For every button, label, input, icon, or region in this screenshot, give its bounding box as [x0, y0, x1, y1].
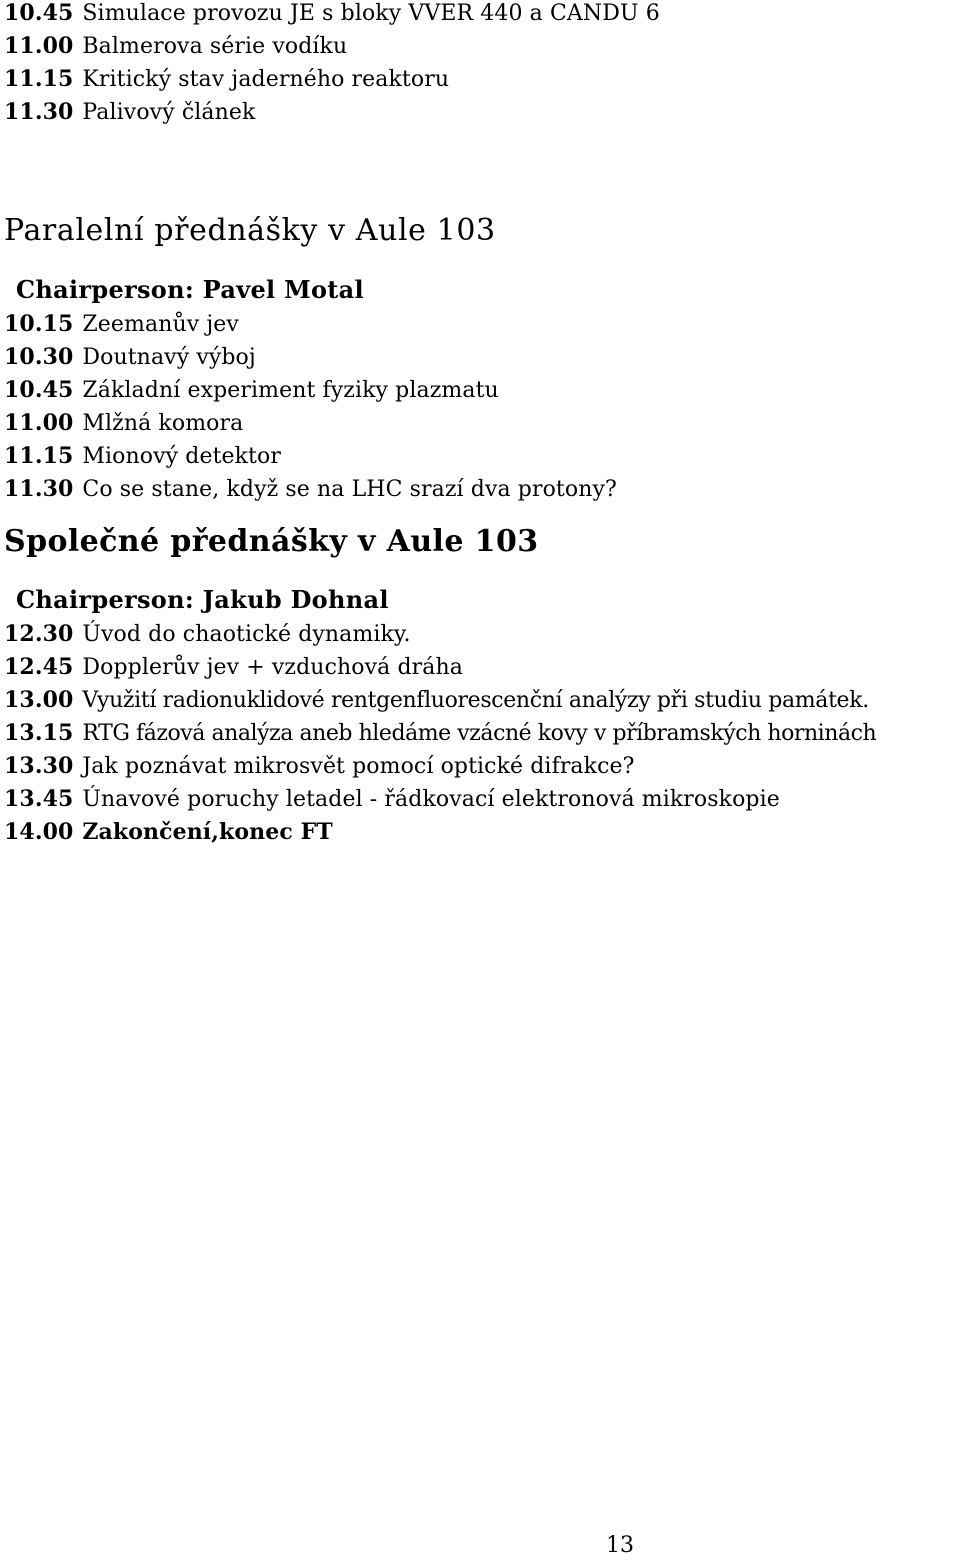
item-title: Kritický stav jaderného reaktoru — [82, 67, 450, 92]
schedule-item — [4, 65, 449, 94]
item-title: Základní experiment fyziky plazmatu — [82, 378, 499, 403]
item-title: Zeemanův jev — [82, 312, 239, 337]
item-time: 12.30 — [4, 621, 74, 647]
item-time: 11.30 — [4, 476, 74, 502]
item-time: 10.30 — [4, 344, 74, 370]
schedule-item — [4, 0, 660, 28]
item-title: Jak poznávat mikrosvět pomocí optické difrakce? — [82, 754, 635, 779]
schedule-item — [4, 653, 463, 682]
item-title: Dopplerův jev + vzduchová dráha — [82, 655, 463, 680]
item-title: Mlžná komora — [82, 411, 244, 436]
schedule-item — [4, 475, 617, 504]
item-time: 13.45 — [4, 786, 74, 812]
item-time: 11.00 — [4, 33, 74, 59]
item-time: 10.45 — [4, 377, 74, 403]
schedule-item — [4, 343, 256, 372]
item-title: Balmerova série vodíku — [82, 34, 348, 59]
item-title: Zakončení,konec FT — [82, 819, 333, 845]
item-time: 13.00 — [4, 687, 74, 713]
item-title: Únavové poruchy letadel - řádkovací elektronová mikroskopie — [82, 787, 780, 812]
schedule-item — [4, 686, 869, 715]
item-time: 11.30 — [4, 99, 74, 125]
schedule-item — [4, 620, 411, 649]
schedule-item — [4, 818, 333, 847]
schedule-item — [4, 719, 876, 748]
item-time: 11.15 — [4, 66, 74, 92]
item-title: Palivový článek — [82, 100, 256, 125]
item-time: 13.15 — [4, 720, 74, 746]
item-time: 10.15 — [4, 311, 74, 337]
item-time: 10.45 — [4, 0, 74, 26]
item-time: 12.45 — [4, 654, 74, 680]
schedule-item — [4, 442, 281, 471]
schedule-item — [4, 98, 255, 127]
item-time: 11.00 — [4, 410, 74, 436]
schedule-item — [4, 409, 243, 438]
section-heading-joint: Společné přednášky v Aule 103 — [4, 524, 539, 559]
schedule-item — [4, 752, 635, 781]
item-title: Úvod do chaotické dynamiky. — [82, 622, 411, 647]
chairperson-parallel: Chairperson: Pavel Motal — [16, 275, 364, 304]
schedule-item — [4, 32, 347, 61]
schedule-item — [4, 310, 239, 339]
item-title: Mionový detektor — [82, 444, 281, 469]
item-title: RTG fázová analýza aneb hledáme vzácné kovy v příbramských horninách — [82, 721, 877, 746]
item-title: Simulace provozu JE s bloky VVER 440 a CANDU 6 — [82, 1, 660, 26]
item-time: 14.00 — [4, 819, 74, 845]
item-title: Co se stane, když se na LHC srazí dva protony? — [82, 477, 617, 502]
item-time: 13.30 — [4, 753, 74, 779]
item-title: Využití radionuklidové rentgenfluorescenční analýzy při studiu památek. — [82, 688, 869, 713]
chairperson-joint: Chairperson: Jakub Dohnal — [16, 585, 389, 614]
item-title: Doutnavý výboj — [82, 345, 256, 370]
item-time: 11.15 — [4, 443, 74, 469]
schedule-item — [4, 785, 780, 814]
page-number: 13 — [606, 1533, 634, 1558]
section-heading-parallel: Paralelní přednášky v Aule 103 — [4, 213, 496, 248]
schedule-item — [4, 376, 499, 405]
